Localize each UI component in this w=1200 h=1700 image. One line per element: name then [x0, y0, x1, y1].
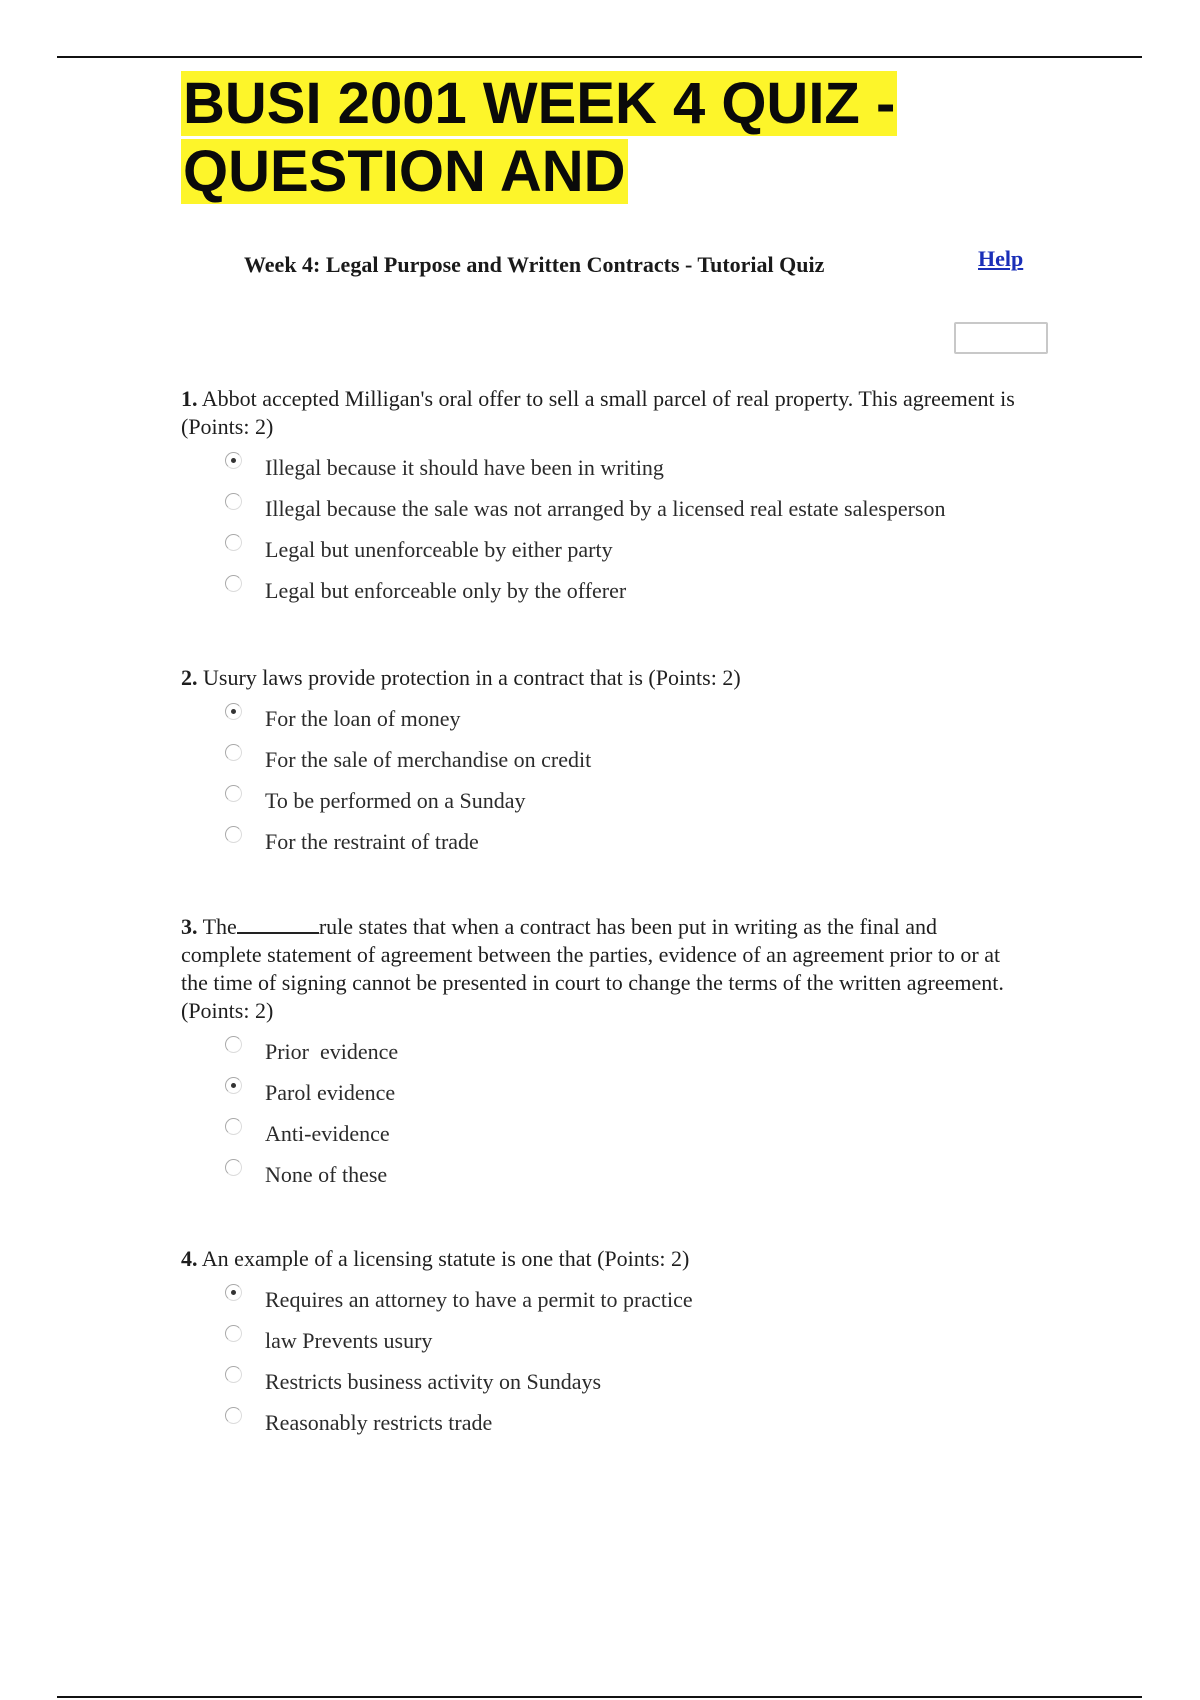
radio-button[interactable] — [225, 452, 242, 469]
answer-option[interactable] — [181, 1072, 1021, 1113]
radio-button[interactable] — [225, 575, 242, 592]
option-label: Reasonably restricts trade — [265, 1409, 493, 1435]
question-prompt: Usury laws provide protection in a contract that is (Points: 2) — [203, 665, 741, 690]
question-3 — [181, 912, 1021, 1195]
answer-option[interactable] — [181, 739, 1021, 780]
question-text — [181, 912, 1021, 1025]
radio-button[interactable] — [225, 785, 242, 802]
fill-in-blank — [237, 912, 319, 934]
radio-button[interactable] — [225, 1036, 242, 1053]
answer-option[interactable] — [181, 529, 1021, 570]
question-number: 1. — [181, 386, 198, 411]
option-label: Illegal because it should have been in writing — [265, 454, 664, 480]
option-label: For the loan of money — [265, 705, 461, 731]
answer-option[interactable] — [181, 1113, 1021, 1154]
option-label: For the sale of merchandise on credit — [265, 746, 592, 772]
radio-button[interactable] — [225, 1366, 242, 1383]
option-label: None of these — [265, 1161, 388, 1187]
document-title — [181, 70, 941, 206]
question-2 — [181, 664, 1021, 862]
title-line-2: QUESTION AND — [183, 139, 626, 204]
radio-button[interactable] — [225, 1159, 242, 1176]
answer-option[interactable] — [181, 570, 1021, 611]
answer-option[interactable] — [181, 698, 1021, 739]
answer-options — [181, 698, 1021, 862]
answer-option[interactable] — [181, 488, 1021, 529]
option-label: Legal but enforceable only by the offerer — [265, 577, 627, 603]
question-text — [181, 385, 1021, 441]
question-prompt: Abbot accepted Milligan's oral offer to sell a small parcel of real property. This agreement is (Points: 2) — [181, 386, 1015, 439]
answer-option[interactable] — [181, 1279, 1021, 1320]
answer-option[interactable] — [181, 447, 1021, 488]
question-number: 4. — [181, 1246, 198, 1271]
question-prompt: An example of a licensing statute is one that (Points: 2) — [201, 1246, 690, 1271]
bottom-rule — [57, 1696, 1142, 1698]
radio-button[interactable] — [225, 1325, 242, 1342]
question-prompt-start: The — [202, 914, 237, 939]
option-label: Legal but unenforceable by either party — [265, 536, 613, 562]
answer-option[interactable] — [181, 1031, 1021, 1072]
option-label: For the restraint of trade — [265, 828, 479, 854]
quiz-header: Week 4: Legal Purpose and Written Contracts - Tutorial Quiz — [244, 252, 825, 277]
radio-button[interactable] — [225, 1284, 242, 1301]
answer-option[interactable] — [181, 1320, 1021, 1361]
option-label: Parol evidence — [265, 1079, 396, 1105]
answer-option[interactable] — [181, 1402, 1021, 1443]
option-label: Requires an attorney to have a permit to practice — [265, 1286, 693, 1312]
question-prompt-end: rule states that when a contract has been put in writing as the final and complete statement of agreement between the parties, evidence of an agreement prior to or at the time of signing cannot be presented in court to change the terms of the written agreement. (Points: 2) — [181, 914, 1004, 1023]
answer-options — [181, 1279, 1021, 1443]
question-number: 2. — [181, 665, 198, 690]
answer-box[interactable] — [954, 322, 1048, 354]
option-label: To be performed on a Sunday — [265, 787, 526, 813]
option-label: Restricts business activity on Sundays — [265, 1368, 602, 1394]
radio-button[interactable] — [225, 493, 242, 510]
answer-options — [181, 1031, 1021, 1195]
answer-option[interactable] — [181, 1154, 1021, 1195]
option-label: Illegal because the sale was not arranged by a licensed real estate salesperson — [265, 495, 946, 521]
radio-button[interactable] — [225, 1077, 242, 1094]
answer-option[interactable] — [181, 780, 1021, 821]
radio-button[interactable] — [225, 1118, 242, 1135]
option-label: Prior evidence — [265, 1038, 399, 1064]
option-label: Anti-evidence — [265, 1120, 390, 1146]
question-text — [181, 664, 1021, 692]
question-1 — [181, 385, 1021, 611]
radio-button[interactable] — [225, 744, 242, 761]
top-rule — [57, 56, 1142, 58]
question-4 — [181, 1245, 1021, 1443]
radio-button[interactable] — [225, 534, 242, 551]
help-link[interactable]: Help — [978, 246, 1024, 271]
question-text — [181, 1245, 1021, 1273]
radio-button[interactable] — [225, 703, 242, 720]
radio-button[interactable] — [225, 1407, 242, 1424]
title-line-1: BUSI 2001 WEEK 4 QUIZ - — [183, 71, 896, 136]
answer-options — [181, 447, 1021, 611]
question-number: 3. — [181, 914, 198, 939]
radio-button[interactable] — [225, 826, 242, 843]
answer-option[interactable] — [181, 1361, 1021, 1402]
answer-option[interactable] — [181, 821, 1021, 862]
option-label: law Prevents usury — [265, 1327, 433, 1353]
